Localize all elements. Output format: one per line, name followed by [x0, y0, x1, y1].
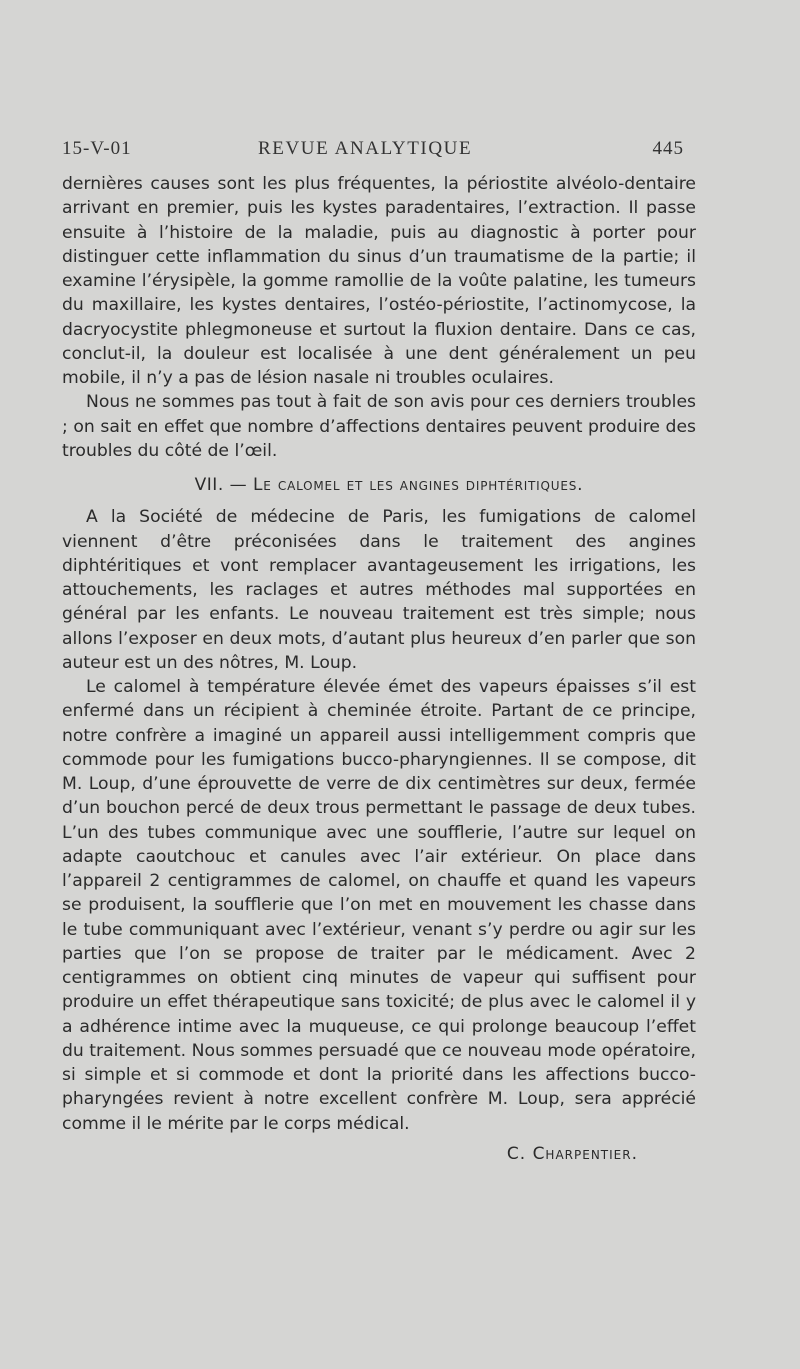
paragraph-society: A la Société de médecine de Paris, les fumigations de calomel viennent d’être préconisées dans le traitement des angines diphtéritiques et vont remplacer avantageusement les irrigations, les attouchements, les raclages et autres méthodes mal supportées en général par les enfants. Le nouveau traitement est très simple; nous allons l’exposer en deux mots, d’autant plus heureux d’en parler que son auteur est un des nôtres, M. Loup.: [62, 507, 696, 673]
author-initial: C.: [506, 1143, 527, 1164]
section-title: Le calomel et les angines diphtéritiques.: [253, 475, 584, 495]
running-head: [62, 138, 684, 166]
section-number: VII.: [194, 475, 224, 495]
article-body: [62, 172, 696, 1166]
section-dash: —: [229, 475, 248, 495]
section-heading: [62, 473, 696, 497]
issue-date: 15-V-01: [62, 138, 132, 159]
journal-title: REVUE ANALYTIQUE: [258, 138, 473, 159]
author-signature: [62, 1142, 696, 1166]
paragraph-continuation: dernières causes sont les plus fréquentes, la périostite alvéolo-dentaire arrivant en premier, puis les kystes paradentaires, l’extraction. Il passe ensuite à l’histoire de la maladie, puis au diagnostic à porter pour distinguer cette inflammation du sinus d’un traumatisme de la partie; il examine l’érysipèle, la gomme ramollie de la voûte palatine, les tumeurs du maxillaire, les kystes dentaires, l’ostéo-périostite, l’actinomycose, la dacryocystite phlegmoneuse et surtout la fluxion dentaire. Dans ce cas, conclut-il, la douleur est localisée à une dent généralement un peu mobile, il n’y a pas de lésion nasale ni troubles oculaires.: [62, 174, 696, 388]
paragraph-commentary: Nous ne sommes pas tout à fait de son avis pour ces derniers troubles ; on sait en effet que nombre d’affections dentaires peuvent produire des troubles du côté de l’œil.: [62, 392, 696, 461]
page-number: 445: [652, 138, 684, 159]
paragraph-apparatus: Le calomel à température élevée émet des vapeurs épaisses s’il est enfermé dans un récipient à cheminée étroite. Partant de ce principe, notre confrère a imaginé un appareil aussi intelligemment compris que commode pour les fumigations bucco-pharyngiennes. Il se compose, dit M. Loup, d’une éprouvette de verre de dix centimètres sur deux, fermée d’un bouchon percé de deux trous permettant le passage de deux tubes. L’un des tubes communique avec une soufflerie, l’autre sur lequel on adapte caoutchouc et canules avec l’air extérieur. On place dans l’appareil 2 centigrammes de calomel, on chauffe et quand les vapeurs se produisent, la soufflerie que l’on met en mouvement les chasse dans le tube communiquant avec l’extérieur, venant s’y perdre ou agir sur les parties que l’on se propose de traiter par le médicament. Avec 2 centigrammes on obtient cinq minutes de vapeur qui suffisent pour produire un effet thérapeutique sans toxicité; de plus avec le calomel il y a adhérence intime avec la muqueuse, ce qui prolonge beaucoup l’effet du traitement. Nous sommes persuadé que ce nouveau mode opératoire, si simple et si commode et dont la priorité dans les affections bucco-pharyngées revient à notre excellent confrère M. Loup, sera apprécié comme il le mérite par le corps médical.: [62, 677, 696, 1134]
author-name: Charpentier.: [532, 1143, 638, 1164]
